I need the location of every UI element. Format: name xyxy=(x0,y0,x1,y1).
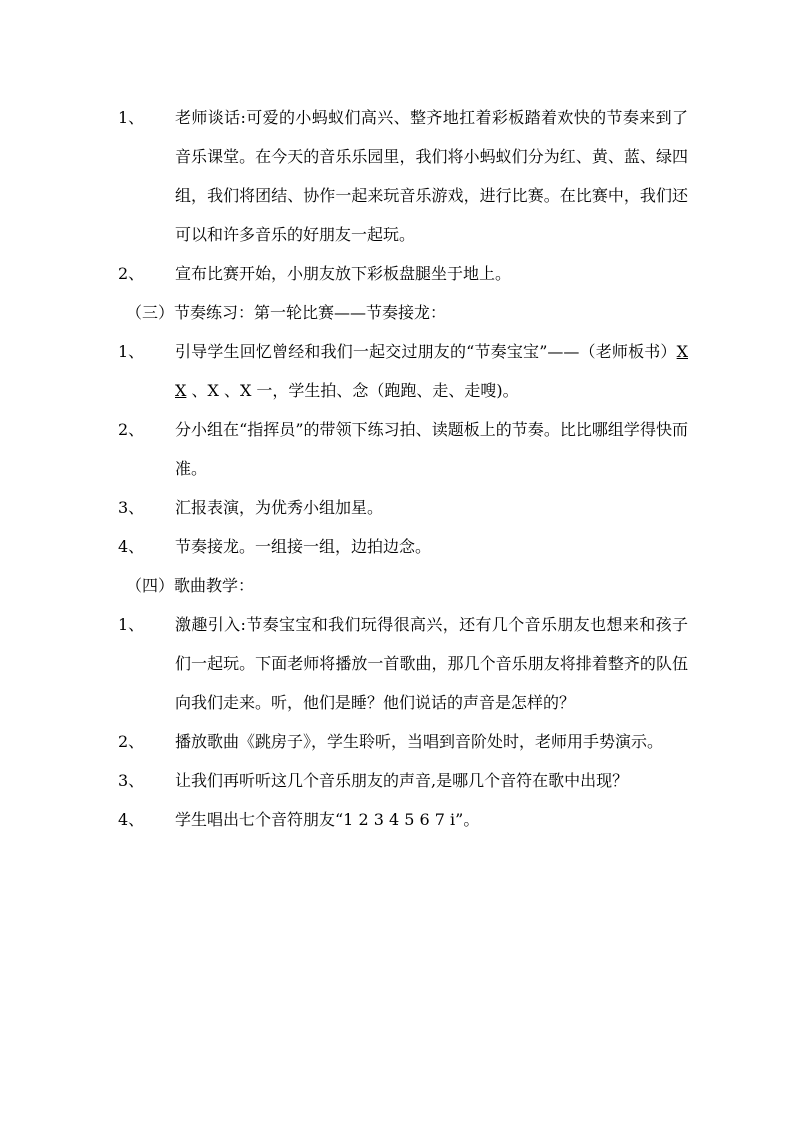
list-item xyxy=(118,800,688,839)
item-number: 2、 xyxy=(118,420,145,439)
item-text: 汇报表演，为优秀小组加星。 xyxy=(175,498,384,517)
item-text: 老师谈话:可爱的小蚂蚁们高兴、整齐地扛着彩板踏着欢快的节奏来到了音乐课堂。在今天的音乐乐园里，我们将小蚂蚁们分为红、黄、蓝、绿四组，我们将团结、协作一起来玩音乐游戏，进行比赛。在比赛中，我们还可以和许多音乐的好朋友一起玩。 xyxy=(175,108,688,244)
list-item xyxy=(118,488,688,527)
item-text: 播放歌曲《跳房子》，学生聆听，当唱到音阶处时，老师用手势演示。 xyxy=(175,732,664,751)
list-item xyxy=(118,761,688,800)
item-number: 2、 xyxy=(118,732,145,751)
item-text-part: 引导学生回忆曾经和我们一起交过朋友的“节奏宝宝”——（老师板书） xyxy=(175,342,677,361)
item-number: 2、 xyxy=(118,264,145,283)
list-item xyxy=(118,98,688,254)
list-item xyxy=(118,605,688,722)
item-number: 4、 xyxy=(118,537,145,556)
list-item xyxy=(118,410,688,488)
section-heading-rhythm: （三）节奏练习：第一轮比赛——节奏接龙： xyxy=(126,303,447,322)
list-item xyxy=(118,332,688,410)
item-text: 学生唱出七个音符朋友“1 2 3 4 5 6 7 i”。 xyxy=(175,810,480,829)
item-number: 4、 xyxy=(118,810,145,829)
item-number: 3、 xyxy=(118,498,145,517)
item-text: 分小组在“指挥员”的带领下练习拍、读题板上的节奏。比比哪组学得快而准。 xyxy=(175,420,688,478)
item-text: 宣布比赛开始，小朋友放下彩板盘腿坐于地上。 xyxy=(175,264,512,283)
list-item xyxy=(118,722,688,761)
item-number: 1、 xyxy=(118,108,145,127)
rhythm-notation: X X xyxy=(175,342,688,400)
list-item xyxy=(118,254,688,293)
section-heading-song: （四）歌曲教学： xyxy=(126,576,255,595)
document-body xyxy=(118,98,688,839)
item-text xyxy=(175,332,688,410)
item-text-part: 、X 、X 一，学生拍、念（跑跑、走、走嗖)。 xyxy=(186,381,519,400)
item-number: 1、 xyxy=(118,342,145,361)
item-number: 1、 xyxy=(118,615,145,634)
item-text: 激趣引入:节奏宝宝和我们玩得很高兴，还有几个音乐朋友也想来和孩子们一起玩。下面老师将播放一首歌曲，那几个音乐朋友将排着整齐的队伍向我们走来。听，他们是睡？他们说话的声音是怎样的？ xyxy=(175,615,688,712)
item-text: 节奏接龙。一组接一组，边拍边念。 xyxy=(175,537,432,556)
item-number: 3、 xyxy=(118,771,145,790)
list-item xyxy=(118,527,688,566)
item-text: 让我们再听听这几个音乐朋友的声音,是哪几个音符在歌中出现？ xyxy=(175,771,629,790)
